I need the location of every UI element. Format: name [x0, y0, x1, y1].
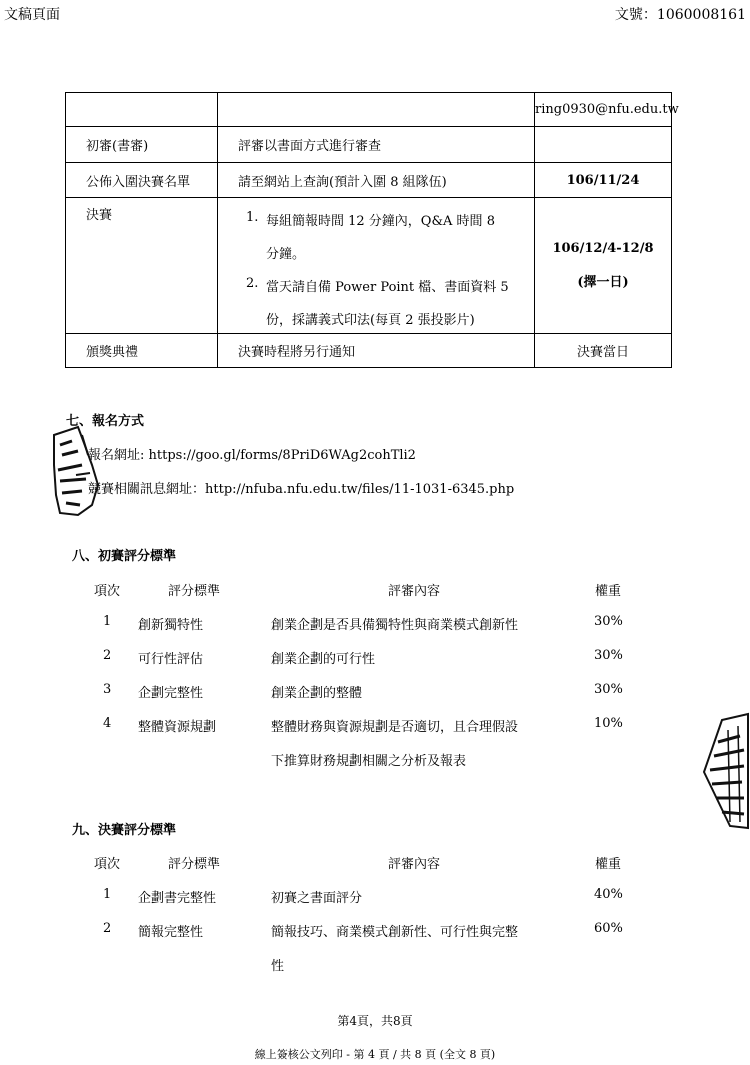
row-criteria: 創新獨特性 — [138, 618, 204, 633]
row-no: 3 — [103, 682, 112, 697]
final-date-cell — [535, 198, 672, 334]
row-no: 1 — [103, 614, 112, 629]
list-item-text: 每組簡報時間 12 分鐘內，Q&A 時間 8 — [266, 214, 495, 229]
section9-title: 九、決賽評分標準 — [72, 823, 177, 838]
col-header-no: 項次 — [94, 584, 121, 599]
table-cell: 請至網站上查詢(預計入圍 8 組隊伍) — [218, 163, 535, 198]
row-criteria: 整體資源規劃 — [138, 720, 217, 735]
row-content: 簡報技巧、商業模式創新性、可行性與完整 — [271, 925, 519, 940]
row-weight: 30% — [594, 614, 623, 629]
row-weight: 30% — [594, 682, 623, 697]
col-header-no: 項次 — [94, 857, 121, 872]
row-criteria: 企劃書完整性 — [138, 891, 217, 906]
seal-stamp-icon — [700, 712, 750, 830]
row-content-cont: 性 — [271, 959, 285, 974]
final-date-note: (擇一日) — [577, 274, 629, 290]
row-criteria: 企劃完整性 — [138, 686, 204, 701]
info-url: 競賽相關訊息網址：http://nfuba.nfu.edu.tw/files/11-1031-6345.php — [88, 482, 515, 497]
col-header-weight: 權重 — [595, 584, 622, 599]
table-cell: 評審以書面方式進行審查 — [218, 127, 535, 163]
row-no: 1 — [103, 887, 112, 902]
col-header-content: 評審內容 — [388, 584, 441, 599]
doc-number: 文號：1060008161 — [614, 7, 746, 23]
table-row — [66, 93, 672, 127]
list-number: 2. — [246, 276, 259, 291]
print-footer: 線上簽核公文列印 - 第 4 頁 / 共 8 頁 (全文 8 頁) — [254, 1048, 496, 1061]
table-row — [66, 163, 672, 198]
schedule-table — [65, 92, 679, 368]
page-number: 第4頁，共8頁 — [337, 1014, 413, 1028]
contact-email: ring0930@nfu.edu.tw — [535, 93, 672, 127]
table-cell: 決賽時程將另行通知 — [218, 334, 535, 368]
table-cell: 決賽 — [66, 198, 218, 334]
row-weight: 10% — [594, 716, 623, 731]
list-item-text: 分鐘。 — [266, 247, 306, 262]
table-cell — [535, 127, 672, 163]
table-cell: 頒獎典禮 — [66, 334, 218, 368]
col-header-content: 評審內容 — [388, 857, 441, 872]
row-criteria: 簡報完整性 — [138, 925, 204, 940]
table-cell — [218, 93, 535, 127]
row-content-cont: 下推算財務規劃相關之分析及報表 — [271, 754, 467, 769]
col-header-criteria: 評分標準 — [168, 584, 221, 599]
row-content: 初賽之書面評分 — [271, 891, 363, 906]
final-date: 106/12/4-12/8 — [552, 240, 654, 256]
list-item-text: 份，採講義式印法(每頁 2 張投影片) — [266, 313, 475, 328]
table-row — [66, 198, 672, 334]
row-no: 2 — [103, 648, 112, 663]
row-no: 2 — [103, 921, 112, 936]
section8-title: 八、初賽評分標準 — [72, 549, 177, 564]
row-no: 4 — [103, 716, 112, 731]
table-row — [66, 334, 672, 368]
section7-title: 七、報名方式 — [66, 414, 145, 429]
table-cell: 決賽當日 — [535, 334, 672, 368]
final-details-cell — [218, 198, 535, 334]
row-weight: 40% — [594, 887, 623, 902]
table-cell — [66, 93, 218, 127]
seal-stamp-icon — [52, 425, 100, 517]
row-weight: 30% — [594, 648, 623, 663]
registration-url: 報名網址: https://goo.gl/forms/8PriD6WAg2cohTli2 — [88, 448, 416, 463]
list-number: 1. — [246, 210, 259, 225]
row-content: 創業企劃是否具備獨特性與商業模式創新性 — [271, 618, 519, 633]
row-weight: 60% — [594, 921, 623, 936]
row-content: 整體財務與資源規劃是否適切，且合理假設 — [271, 720, 519, 735]
table-cell: 初審(書審) — [66, 127, 218, 163]
table-row — [66, 127, 672, 163]
list-item-text: 當天請自備 Power Point 檔、書面資料 5 — [266, 280, 509, 295]
row-criteria: 可行性評估 — [138, 652, 204, 667]
col-header-weight: 權重 — [595, 857, 622, 872]
col-header-criteria: 評分標準 — [168, 857, 221, 872]
row-content: 創業企劃的整體 — [271, 686, 363, 701]
table-cell: 公佈入圍決賽名單 — [66, 163, 218, 198]
date-cell: 106/11/24 — [535, 163, 672, 198]
doc-header-left: 文稿頁面 — [4, 7, 60, 23]
row-content: 創業企劃的可行性 — [271, 652, 376, 667]
